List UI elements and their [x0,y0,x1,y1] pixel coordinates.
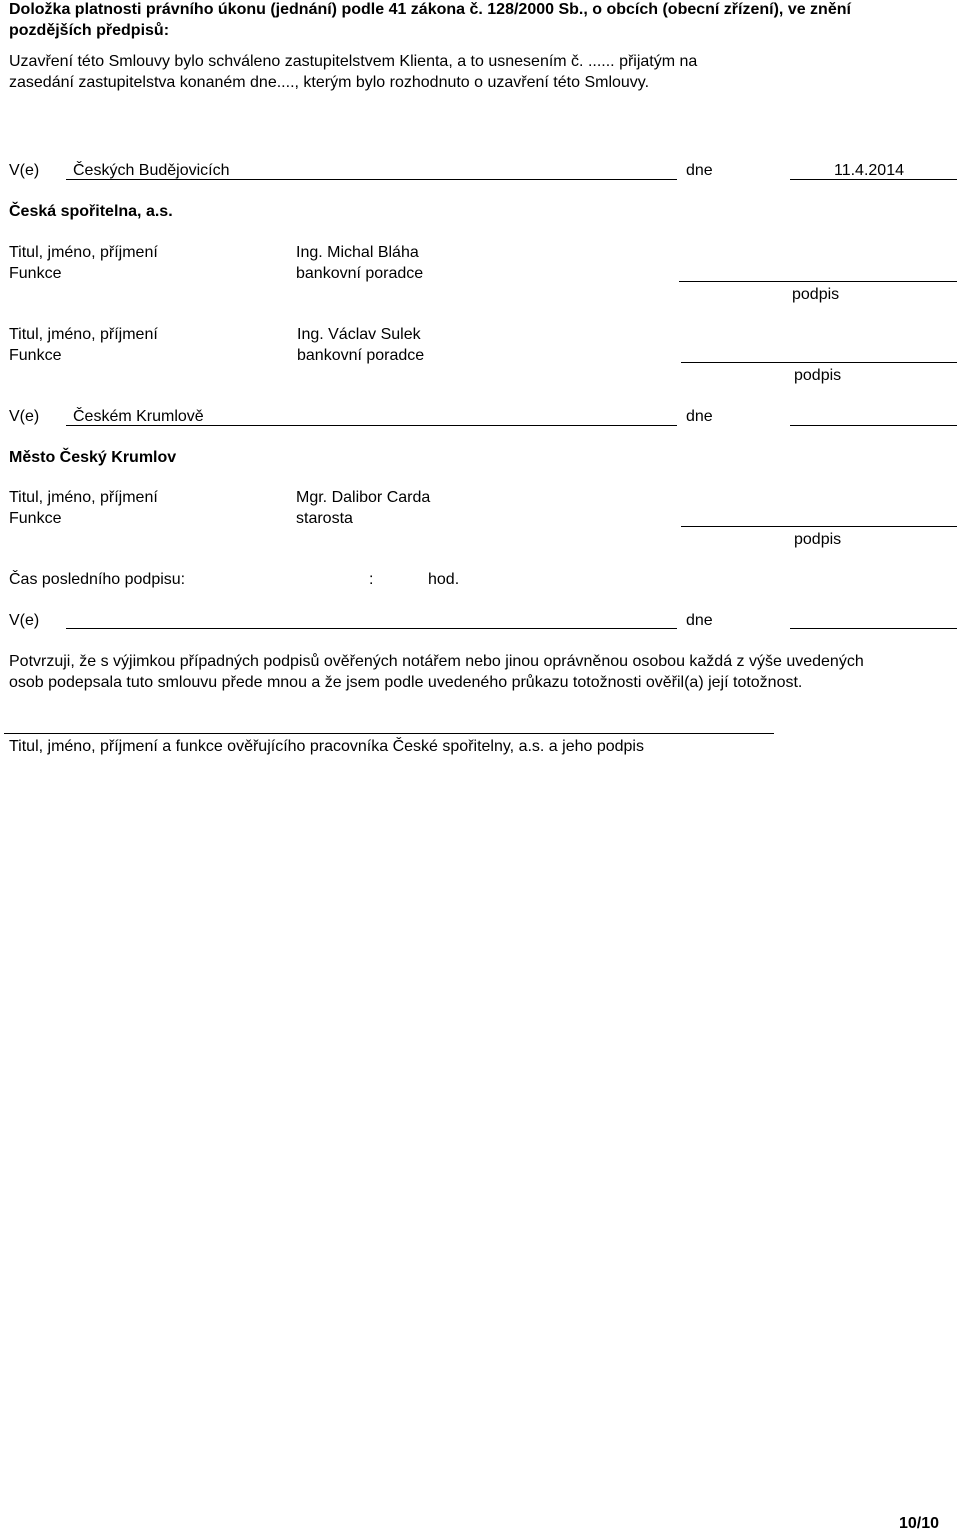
signer-2-signature-label: podpis [794,367,842,384]
date-value: 11.4.2014 [834,162,904,179]
place-label: V(e) [9,408,40,425]
place-underline [66,425,677,426]
bank-name: Česká spořitelna, a.s. [9,203,173,220]
place-underline [66,628,677,629]
heading-line-2: pozdějších předpisů: [9,22,170,39]
last-signature-colon: : [369,571,374,588]
date-label: dne [686,612,713,629]
signer-1-name: Ing. Michal Bláha [296,244,419,261]
town-signer-name: Mgr. Dalibor Carda [296,489,431,506]
page-number: 10/10 [899,1515,940,1532]
date-underline [790,628,957,629]
place-underline [66,179,677,180]
verification-text-line-2: osob podepsala tuto smlouvu přede mnou a že jsem podle uvedeného průkazu totožnosti ověřil(a) její totožnost. [9,674,803,691]
last-signature-unit: hod. [428,571,460,588]
town-signer-function-label: Funkce [9,510,62,527]
date-label: dne [686,162,713,179]
signer-2-name: Ing. Václav Sulek [297,326,421,343]
date-label: dne [686,408,713,425]
signer-2-title-label: Titul, jméno, příjmení [9,326,158,343]
place-label: V(e) [9,612,40,629]
signer-1-signature-label: podpis [792,286,840,303]
town-signature-label: podpis [794,531,842,548]
date-underline [790,179,957,180]
signer-1-title-label: Titul, jméno, příjmení [9,244,158,261]
last-signature-label: Čas posledního podpisu: [9,571,186,588]
town-signer-title-label: Titul, jméno, příjmení [9,489,158,506]
town-signature-line [681,526,957,527]
verifier-caption: Titul, jméno, příjmení a funkce ověřujícího pracovníka České spořitelny, a.s. a jeho podpis [9,738,644,755]
signer-1-function: bankovní poradce [296,265,424,282]
heading-line-1: Doložka platnosti právního úkonu (jednání) podle 41 zákona č. 128/2000 Sb., o obcích (obecní zřízení), ve znění [9,1,851,18]
signer-2-function-label: Funkce [9,347,62,364]
verification-text-line-1: Potvrzuji, že s výjimkou případných podpisů ověřených notářem nebo jinou oprávněnou osobou každá z výše uvedených [9,653,864,670]
date-underline [790,425,957,426]
signer-1-signature-line [679,281,957,282]
signer-2-function: bankovní poradce [297,347,425,364]
place-value: Českých Budějovicích [73,162,230,179]
signer-1-function-label: Funkce [9,265,62,282]
place-value: Českém Krumlově [73,408,204,425]
place-label: V(e) [9,162,40,179]
approval-text-line-1: Uzavření této Smlouvy bylo schváleno zastupitelstvem Klienta, a to usnesením č. ...... přijatým na [9,53,698,70]
verifier-signature-line [4,733,774,734]
signer-2-signature-line [681,362,957,363]
town-signer-function: starosta [296,510,353,527]
approval-text-line-2: zasedání zastupitelstva konaném dne...., kterým bylo rozhodnuto o uzavření této Smlouvy. [9,74,650,91]
town-name: Město Český Krumlov [9,449,177,466]
